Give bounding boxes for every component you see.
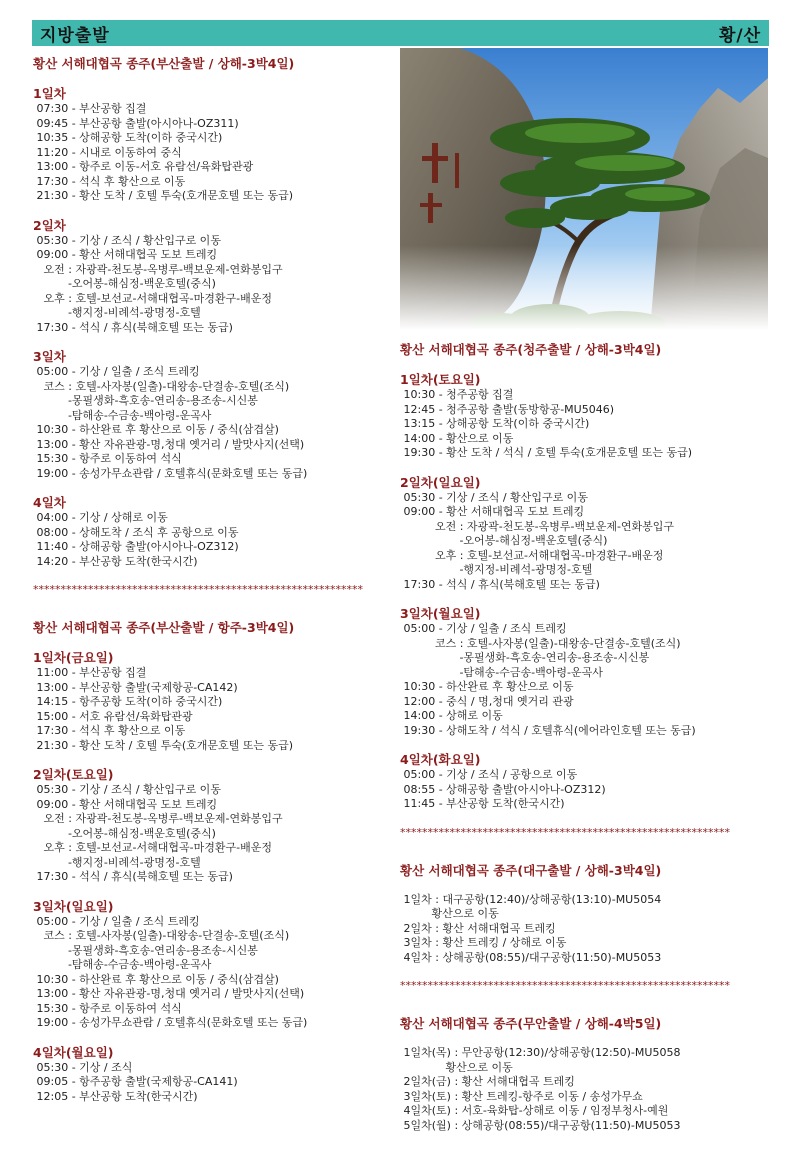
- schedule-line: 05:00 - 기상 / 조식 / 공항으로 이동: [400, 768, 578, 781]
- schedule-line: 07:30 - 부산공항 집결: [33, 102, 147, 115]
- day-block: [33, 650, 393, 753]
- schedule-line: 09:00 - 황산 서해대협곡 도보 트레킹: [33, 797, 218, 811]
- day-title: 4일차: [33, 495, 66, 510]
- schedule-line: 14:00 - 황산으로 이동: [400, 431, 514, 445]
- schedule-line: 05:00 - 기상 / 일출 / 조식 트레킹: [33, 914, 200, 928]
- schedule-line: 19:00 - 송성가무쇼관람 / 호텔휴식(문화호텔 또는 동급): [33, 1016, 308, 1029]
- schedule-line: 오후 : 호텔-보선교-서해대협곡-마경환구-배운정: [33, 291, 272, 305]
- mountain-pine-photo: [400, 48, 768, 330]
- schedule-line: -탐해송-수금송-백아령-운곡사: [400, 665, 603, 679]
- schedule-line: 오후 : 호텔-보선교-서해대협곡-마경환구-배운정: [400, 548, 664, 562]
- schedule-line: 21:30 - 황산 도착 / 호텔 투숙(호개문호텔 또는 동급): [33, 189, 294, 202]
- schedule-line: 10:30 - 하산완료 후 황산으로 이동: [400, 680, 574, 693]
- schedule-line: -오어봉-해심정-백운호텔(중식): [400, 534, 608, 547]
- section-title: 황산 서해대협곡 종주(대구출발 / 상해-3박4일): [400, 862, 662, 878]
- day-title: 3일차(일요일): [33, 898, 114, 914]
- schedule-line: 05:30 - 기상 / 조식 / 황산입구로 이동: [33, 233, 221, 247]
- section-title: 황산 서해대협곡 종주(청주출발 / 상해-3박4일): [400, 342, 662, 357]
- day-title: 3일차: [33, 349, 66, 364]
- section-title: 황산 서해대협곡 종주(부산출발 / 항주-3박4일): [33, 620, 295, 635]
- schedule-line: 5일차(월) : 상해공항(08:55)/대구공항(11:50)-MU5053: [400, 1118, 681, 1132]
- day-block: [33, 767, 393, 885]
- schedule-line: 19:30 - 황산 도착 / 석식 / 호텔 투숙(호개문호텔 또는 동급): [400, 446, 693, 459]
- header-bar: [32, 20, 769, 46]
- schedule-line: 10:35 - 상해공항 도착(이하 중국시간): [33, 131, 223, 144]
- divider-stars: ************************************************************: [33, 583, 363, 596]
- schedule-line: -몽필생화-흑호송-연리송-용조송-시신봉: [33, 943, 258, 957]
- schedule-line: 17:30 - 석식 후 황산으로 이동: [33, 174, 186, 188]
- itinerary-section: [33, 54, 393, 569]
- schedule-line: 14:20 - 부산공항 도착(한국시간): [33, 554, 198, 568]
- day-block: [400, 752, 780, 812]
- itinerary-section: [400, 340, 780, 812]
- schedule-line: 13:15 - 상해공항 도착(이하 중국시간): [400, 417, 590, 430]
- schedule-line: -오어봉-해심정-백운호텔(중식): [33, 277, 216, 290]
- itinerary-section: [400, 1014, 780, 1133]
- schedule-line: 코스 : 호텔-사자봉(일출)-대왕송-단결송-호텔(조식): [400, 636, 681, 650]
- schedule-line: -행지정-비례석-광명정-호텔: [33, 855, 201, 869]
- schedule-line: -몽필생화-흑호송-연리송-용조송-시신봉: [33, 394, 258, 407]
- schedule-line: 08:55 - 상해공항 출발(아시아나-OZ312): [400, 782, 606, 796]
- schedule-line: 10:30 - 하산완료 후 황산으로 이동 / 중식(삼겹살): [33, 972, 279, 986]
- schedule-line: 05:00 - 기상 / 일출 / 조식 트레킹: [400, 622, 567, 635]
- day-block: [400, 606, 780, 738]
- schedule-line: 09:00 - 황산 서해대협곡 도보 트레킹: [33, 248, 218, 261]
- divider-stars: ************************************************************: [400, 979, 730, 992]
- schedule-line: 12:05 - 부산공항 도착(한국시간): [33, 1089, 198, 1103]
- schedule-line: 11:00 - 부산공항 집결: [33, 666, 147, 679]
- day-block: [400, 372, 780, 461]
- schedule-line: 코스 : 호텔-사자봉(일출)-대왕송-단결송-호텔(조식): [33, 929, 290, 942]
- landscape-illustration: [400, 48, 768, 330]
- schedule-line: -탐해송-수금송-백아령-운곡사: [33, 408, 212, 422]
- schedule-line: 1일차(목) : 무안공항(12:30)/상해공항(12:50)-MU5058: [400, 1046, 681, 1059]
- schedule-line: 12:45 - 청주공항 출발(동방항공-MU5046): [400, 402, 615, 416]
- schedule-line: -행지정-비례석-광명정-호텔: [33, 306, 201, 319]
- schedule-line: 1일차 : 대구공항(12:40)/상해공항(13:10)-MU5054: [400, 892, 662, 906]
- schedule-line: 14:00 - 상해로 이동: [400, 709, 503, 722]
- day-block: [400, 475, 780, 593]
- schedule-line: 15:00 - 서호 유람선/육화탑관광: [33, 709, 193, 723]
- schedule-line: 13:00 - 황산 자유관광-명,청대 옛거리 / 발맛사지(선택): [33, 987, 305, 1000]
- schedule-line: 05:30 - 기상 / 조식: [33, 1060, 133, 1074]
- day-block: [33, 899, 393, 1031]
- header-right-title: 황/산: [718, 25, 761, 46]
- schedule-line: 05:30 - 기상 / 조식 / 황산입구로 이동: [400, 490, 588, 504]
- schedule-line: 10:30 - 하산완료 후 황산으로 이동 / 중식(삼겹살): [33, 423, 279, 436]
- schedule-line: 2일차(금) : 황산 서해대협곡 트레킹: [400, 1075, 575, 1088]
- schedule-line: 14:15 - 항주공항 도착(이하 중국시간): [33, 695, 223, 708]
- schedule-line: -오어봉-해심정-백운호텔(중식): [33, 826, 216, 840]
- day-block: [33, 86, 393, 204]
- day-block: [33, 495, 393, 569]
- section-title: 황산 서해대협곡 종주(부산출발 / 상해-3박4일): [33, 56, 295, 71]
- schedule-line: 09:45 - 부산공항 출발(아시아나-OZ311): [33, 116, 239, 130]
- schedule-line: 4일차 : 상해공항(08:55)/대구공항(11:50)-MU5053: [400, 950, 662, 964]
- schedule-line: 오전 : 자광곽-천도봉-옥병루-백보운제-연화봉입구: [33, 262, 283, 276]
- schedule-line: 11:20 - 시내로 이동하여 중식: [33, 145, 182, 159]
- day-block: [33, 218, 393, 336]
- schedule-line: 3일차 : 황산 트레킹 / 상해로 이동: [400, 936, 567, 949]
- day-block: [33, 349, 393, 481]
- schedule-line: 13:00 - 부산공항 출발(국제항공-CA142): [33, 680, 238, 694]
- schedule-line: 05:00 - 기상 / 일출 / 조식 트레킹: [33, 365, 200, 378]
- schedule-line: 황산으로 이동: [400, 1060, 513, 1074]
- day-title: 1일차: [33, 86, 66, 101]
- schedule-line: 13:00 - 황산 자유관광-명,청대 옛거리 / 발맛사지(선택): [33, 437, 305, 451]
- schedule-line: 15:30 - 항주로 이동하여 석식: [33, 452, 182, 465]
- header-left-title: 지방출발: [40, 25, 110, 46]
- day-title: 2일차(토요일): [33, 767, 114, 782]
- day-block: [400, 893, 780, 966]
- schedule-line: 오전 : 자광곽-천도봉-옥병루-백보운제-연화봉입구: [33, 812, 283, 825]
- schedule-line: 황산으로 이동: [400, 907, 499, 920]
- day-block: [400, 1046, 780, 1133]
- schedule-line: 17:30 - 석식 / 휴식(북해호텔 또는 동급): [400, 577, 600, 591]
- day-title: 2일차(일요일): [400, 474, 481, 490]
- left-column: [33, 54, 393, 1118]
- schedule-line: 04:00 - 기상 / 상해로 이동: [33, 511, 168, 524]
- schedule-line: 4일차(토) : 서호-육화탑-상해로 이동 / 임정부청사-예원: [400, 1104, 669, 1117]
- day-title: 2일차: [33, 217, 66, 233]
- schedule-line: 10:30 - 청주공항 집결: [400, 388, 514, 401]
- day-title: 3일차(월요일): [400, 606, 481, 621]
- schedule-line: 코스 : 호텔-사자봉(일출)-대왕송-단결송-호텔(조식): [33, 379, 290, 393]
- schedule-line: 2일차 : 황산 서해대협곡 트레킹: [400, 921, 556, 935]
- day-title: 1일차(토요일): [400, 372, 481, 387]
- schedule-line: 09:00 - 황산 서해대협곡 도보 트레킹: [400, 505, 585, 518]
- day-block: [33, 1045, 393, 1105]
- schedule-line: 15:30 - 항주로 이동하여 석식: [33, 1001, 182, 1015]
- section-title: 황산 서해대협곡 종주(무안출발 / 상해-4박5일): [400, 1016, 662, 1031]
- schedule-line: 19:30 - 상해도착 / 석식 / 호텔휴식(에어라인호텔 또는 동급): [400, 723, 696, 737]
- schedule-line: 오후 : 호텔-보선교-서해대협곡-마경환구-배운정: [33, 841, 272, 854]
- schedule-line: 17:30 - 석식 / 휴식(북해호텔 또는 동급): [33, 870, 233, 883]
- schedule-line: 17:30 - 석식 / 휴식(북해호텔 또는 동급): [33, 320, 233, 334]
- schedule-line: 17:30 - 석식 후 황산으로 이동: [33, 724, 186, 737]
- schedule-line: 21:30 - 황산 도착 / 호텔 투숙(호개문호텔 또는 동급): [33, 738, 294, 752]
- right-column: [400, 340, 780, 1147]
- schedule-line: 19:00 - 송성가무쇼관람 / 호텔휴식(문화호텔 또는 동급): [33, 466, 308, 480]
- schedule-line: 08:00 - 상해도착 / 조식 후 공항으로 이동: [33, 525, 239, 539]
- day-title: 4일차(월요일): [33, 1044, 114, 1060]
- day-title: 4일차(화요일): [400, 752, 481, 767]
- schedule-line: 3일차(토) : 황산 트레킹-항주로 이동 / 송성가무쇼: [400, 1089, 643, 1103]
- schedule-line: 09:05 - 항주공항 출발(국제항공-CA141): [33, 1075, 238, 1088]
- schedule-line: 12:00 - 중식 / 명,청대 옛거리 관광: [400, 694, 574, 708]
- schedule-line: -행지정-비례석-광명정-호텔: [400, 563, 593, 576]
- schedule-line: -몽필생화-흑호송-연리송-용조송-시신봉: [400, 651, 650, 664]
- schedule-line: 11:45 - 부산공항 도착(한국시간): [400, 797, 565, 810]
- divider-stars: ************************************************************: [400, 825, 730, 839]
- day-title: 1일차(금요일): [33, 650, 114, 665]
- schedule-line: 11:40 - 상해공항 출발(아시아나-OZ312): [33, 540, 239, 553]
- schedule-line: 오전 : 자광곽-천도봉-옥병루-백보운제-연화봉입구: [400, 519, 675, 533]
- schedule-line: 05:30 - 기상 / 조식 / 황산입구로 이동: [33, 783, 221, 796]
- schedule-line: -탐해송-수금송-백아령-운곡사: [33, 958, 212, 971]
- itinerary-section: [400, 861, 780, 966]
- schedule-line: 13:00 - 항주로 이동-서호 유람선/육화탑관광: [33, 160, 254, 173]
- itinerary-section: [33, 618, 393, 1104]
